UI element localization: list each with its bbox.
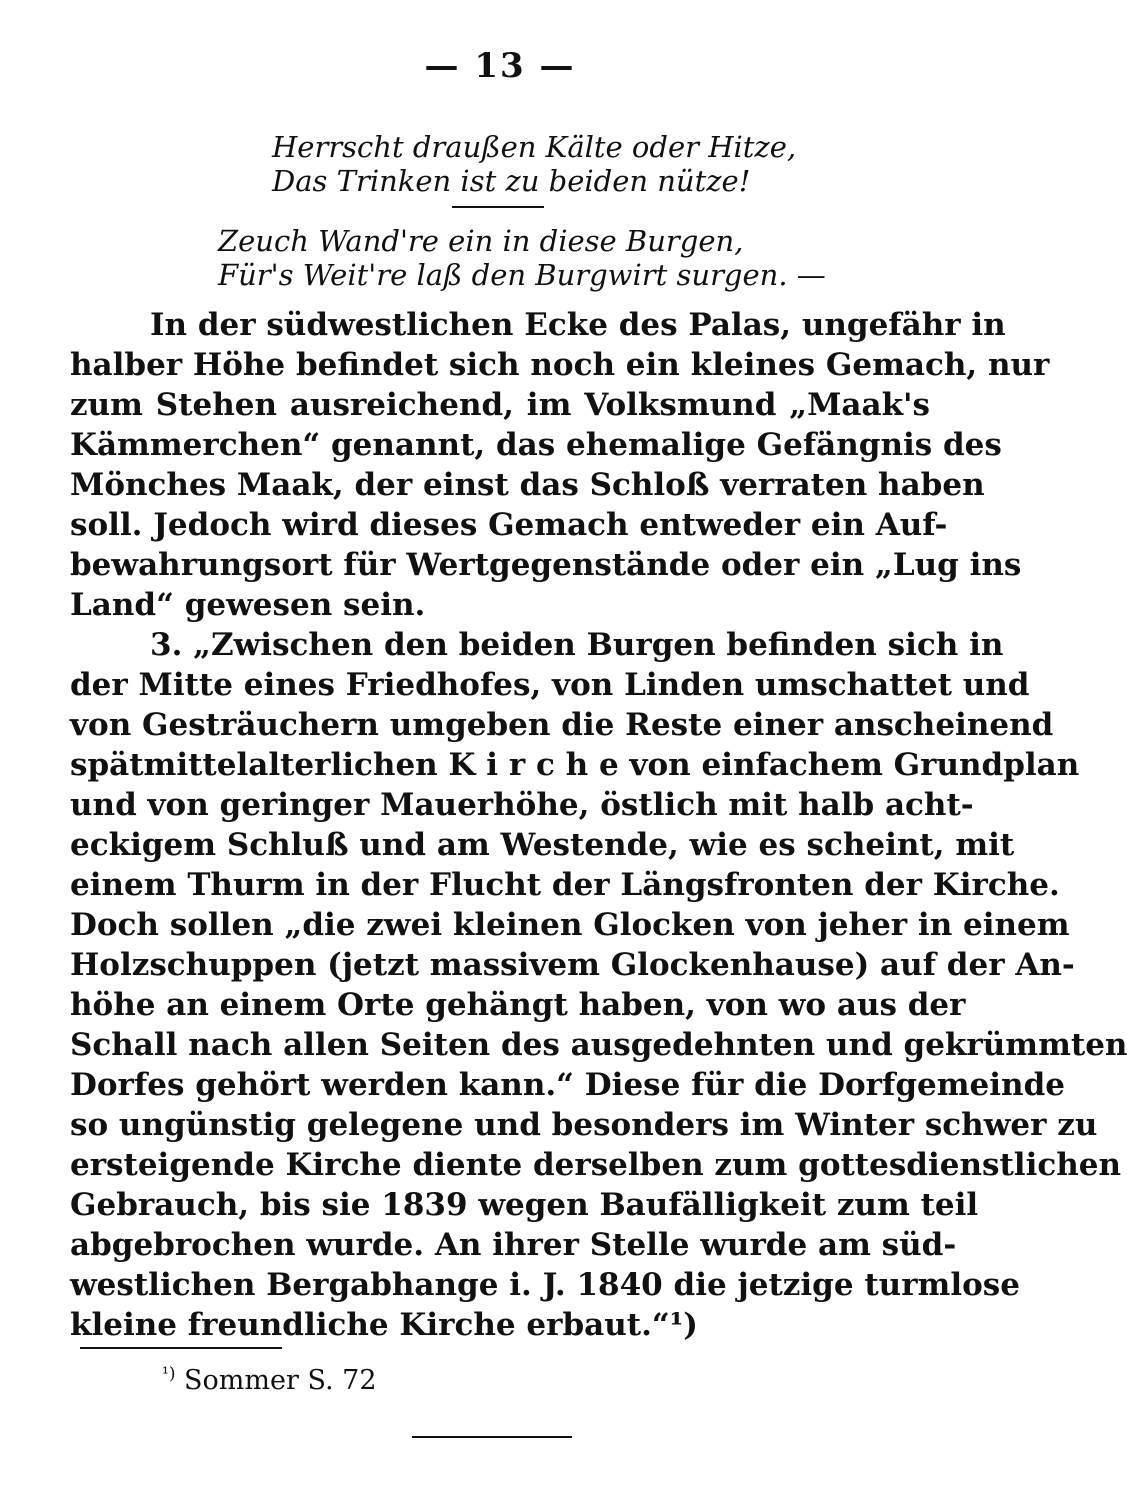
paragraph-2-line: Holzschuppen (jetzt massivem Glockenhause) auf der An-	[70, 947, 1075, 983]
footnote-marker: ¹)	[162, 1364, 176, 1384]
paragraph-2-line: kleine freundliche Kirche erbaut.“¹)	[70, 1307, 698, 1343]
paragraph-2-line: der Mitte eines Friedhofes, von Linden umschattet und	[70, 667, 1030, 703]
paragraph-2-line: eckigem Schluß und am Westende, wie es scheint, mit	[70, 827, 1015, 863]
verse-divider	[452, 206, 544, 208]
footnote-rule	[80, 1347, 282, 1349]
verse-line: Zeuch Wand're ein in diese Burgen,	[218, 224, 744, 258]
paragraph-2-line: ersteigende Kirche diente derselben zum gottesdienstlichen	[70, 1147, 1122, 1183]
verse-couplet-1	[272, 130, 796, 198]
page-end-rule	[412, 1436, 572, 1438]
paragraph-2-line: einem Thurm in der Flucht der Längsfronten der Kirche.	[70, 867, 1060, 903]
paragraph-1-line: Mönches Maak, der einst das Schloß verraten haben	[70, 467, 985, 503]
paragraph-1-line: bewahrungsort für Wertgegenstände oder ein „Lug ins	[70, 547, 1022, 583]
verse-line: Das Trinken ist zu beiden nütze!	[272, 164, 751, 198]
paragraph-1-line: soll. Jedoch wird dieses Gemach entweder ein Auf-	[70, 507, 948, 543]
paragraph-1-line: zum Stehen ausreichend, im Volksmund „Maak's	[70, 387, 930, 423]
paragraph-2-line: abgebrochen wurde. An ihrer Stelle wurde am süd-	[70, 1227, 957, 1263]
paragraph-2-line: Dorfes gehört werden kann.“ Diese für die Dorfgemeinde	[70, 1067, 1065, 1103]
paragraph-2-line: westlichen Bergabhange i. J. 1840 die jetzige turmlose	[70, 1267, 1020, 1303]
paragraph-1-line: Kämmerchen“ genannt, das ehemalige Gefängnis des	[70, 427, 1002, 463]
paragraph-2-line: Gebrauch, bis sie 1839 wegen Baufälligkeit zum teil	[70, 1187, 979, 1223]
paragraph-2-line: höhe an einem Orte gehängt haben, von wo aus der	[70, 987, 966, 1023]
paragraph-2-line: 3. „Zwischen den beiden Burgen befinden sich in	[150, 627, 1004, 663]
paragraph-2-line: so ungünstig gelegene und besonders im Winter schwer zu	[70, 1107, 1098, 1143]
paragraph-2-line: Schall nach allen Seiten des ausgedehnten und gekrümmten	[70, 1027, 1127, 1063]
page-number: — 13 —	[424, 46, 576, 86]
paragraph-2-line: spätmittelalterlichen K i r c h e von einfachem Grundplan	[70, 747, 1080, 783]
paragraph-2-line: Doch sollen „die zwei kleinen Glocken von jeher in einem	[70, 907, 1070, 943]
paragraph-1-line: halber Höhe befindet sich noch ein kleines Gemach, nur	[70, 347, 1050, 383]
footnote	[162, 1356, 377, 1399]
verse-line: Für's Weit're laß den Burgwirt surgen. —	[218, 258, 826, 292]
verse-couplet-2	[218, 224, 826, 292]
paragraph-1-line: In der südwestlichen Ecke des Palas, ungefähr in	[150, 307, 1006, 343]
paragraph-2-line: von Gesträuchern umgeben die Reste einer anscheinend	[70, 707, 1054, 743]
paragraph-2-line: und von geringer Mauerhöhe, östlich mit halb acht-	[70, 787, 974, 823]
footnote-text: Sommer S. 72	[184, 1365, 377, 1396]
verse-line: Herrscht draußen Kälte oder Hitze,	[272, 130, 797, 164]
paragraph-1-line: Land“ gewesen sein.	[70, 587, 426, 623]
